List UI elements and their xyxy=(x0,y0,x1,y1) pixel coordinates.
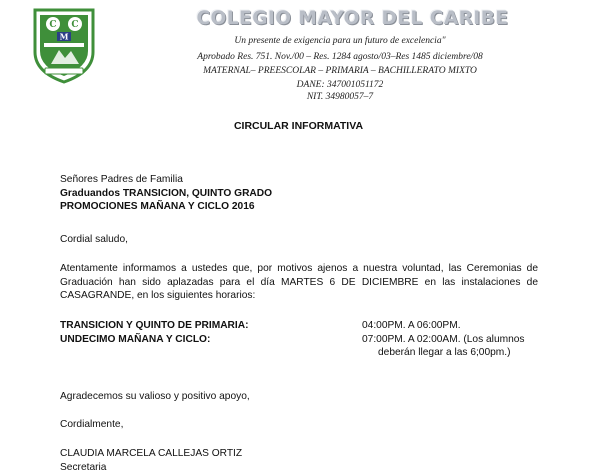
recipient-line-graduates: Graduandos TRANSICION, QUINTO GRADO xyxy=(60,187,273,199)
svg-text:M: M xyxy=(59,31,69,42)
school-motto: Un presente de exigencia para un futuro de excelencia" xyxy=(234,36,446,46)
schedule-label: UNDECIMO MAÑANA Y CICLO: xyxy=(60,333,211,345)
schedule-row xyxy=(60,333,538,347)
school-name: COLEGIO MAYOR DEL CARIBE xyxy=(196,8,509,29)
thanks-line: Agradecemos su valioso y positivo apoyo, xyxy=(60,391,250,402)
schedule-note-text: deberán llegar a las 6;00pm.) xyxy=(378,347,511,358)
dane-code: DANE: 347001051172 xyxy=(296,80,384,90)
document-title: CIRCULAR INFORMATIVA xyxy=(233,120,364,132)
schedule-row xyxy=(60,319,538,333)
schedule-note xyxy=(60,346,538,360)
signer-role: Secretaria xyxy=(60,461,107,473)
recipient-line-parents: Señores Padres de Familia xyxy=(60,174,183,185)
closing-line: Cordialmente, xyxy=(60,419,124,430)
nit-code: NIT. 34980057–7 xyxy=(306,92,374,102)
signer-name: CLAUDIA MARCELA CALLEJAS ORTIZ xyxy=(60,448,243,459)
svg-text:C: C xyxy=(49,20,57,30)
schedule-time: 04:00PM. A 06:00PM. xyxy=(362,320,461,331)
schedule-block xyxy=(60,319,538,360)
recipient-block xyxy=(60,173,538,214)
education-levels: MATERNAL– PREESCOLAR – PRIMARIA – BACHILLERATO MIXTO xyxy=(203,66,477,76)
main-paragraph: Atentamente informamos a ustedes que, por motivos ajenos a nuestra voluntad, las Ceremonias de Graduación han sido aplazadas para el día MARTES 6 DE DICIEMBRE en las instalaciones de CASAGRANDE, en los siguientes horarios: xyxy=(60,263,538,301)
svg-text:C: C xyxy=(71,20,79,30)
recipient-line-promotions: PROMOCIONES MAÑANA Y CICLO 2016 xyxy=(60,201,255,212)
approval-resolutions: Aprobado Res. 751. Nov./00 – Res. 1284 agosto/03–Res 1485 diciembre/08 xyxy=(197,52,483,62)
schedule-label: TRANSICION Y QUINTO DE PRIMARIA: xyxy=(60,320,249,331)
greeting: Cordial saludo, xyxy=(60,234,128,245)
schedule-time: 07:00PM. A 02:00AM. (Los alumnos xyxy=(362,333,525,345)
school-logo xyxy=(29,6,99,84)
signer-block xyxy=(60,447,538,474)
